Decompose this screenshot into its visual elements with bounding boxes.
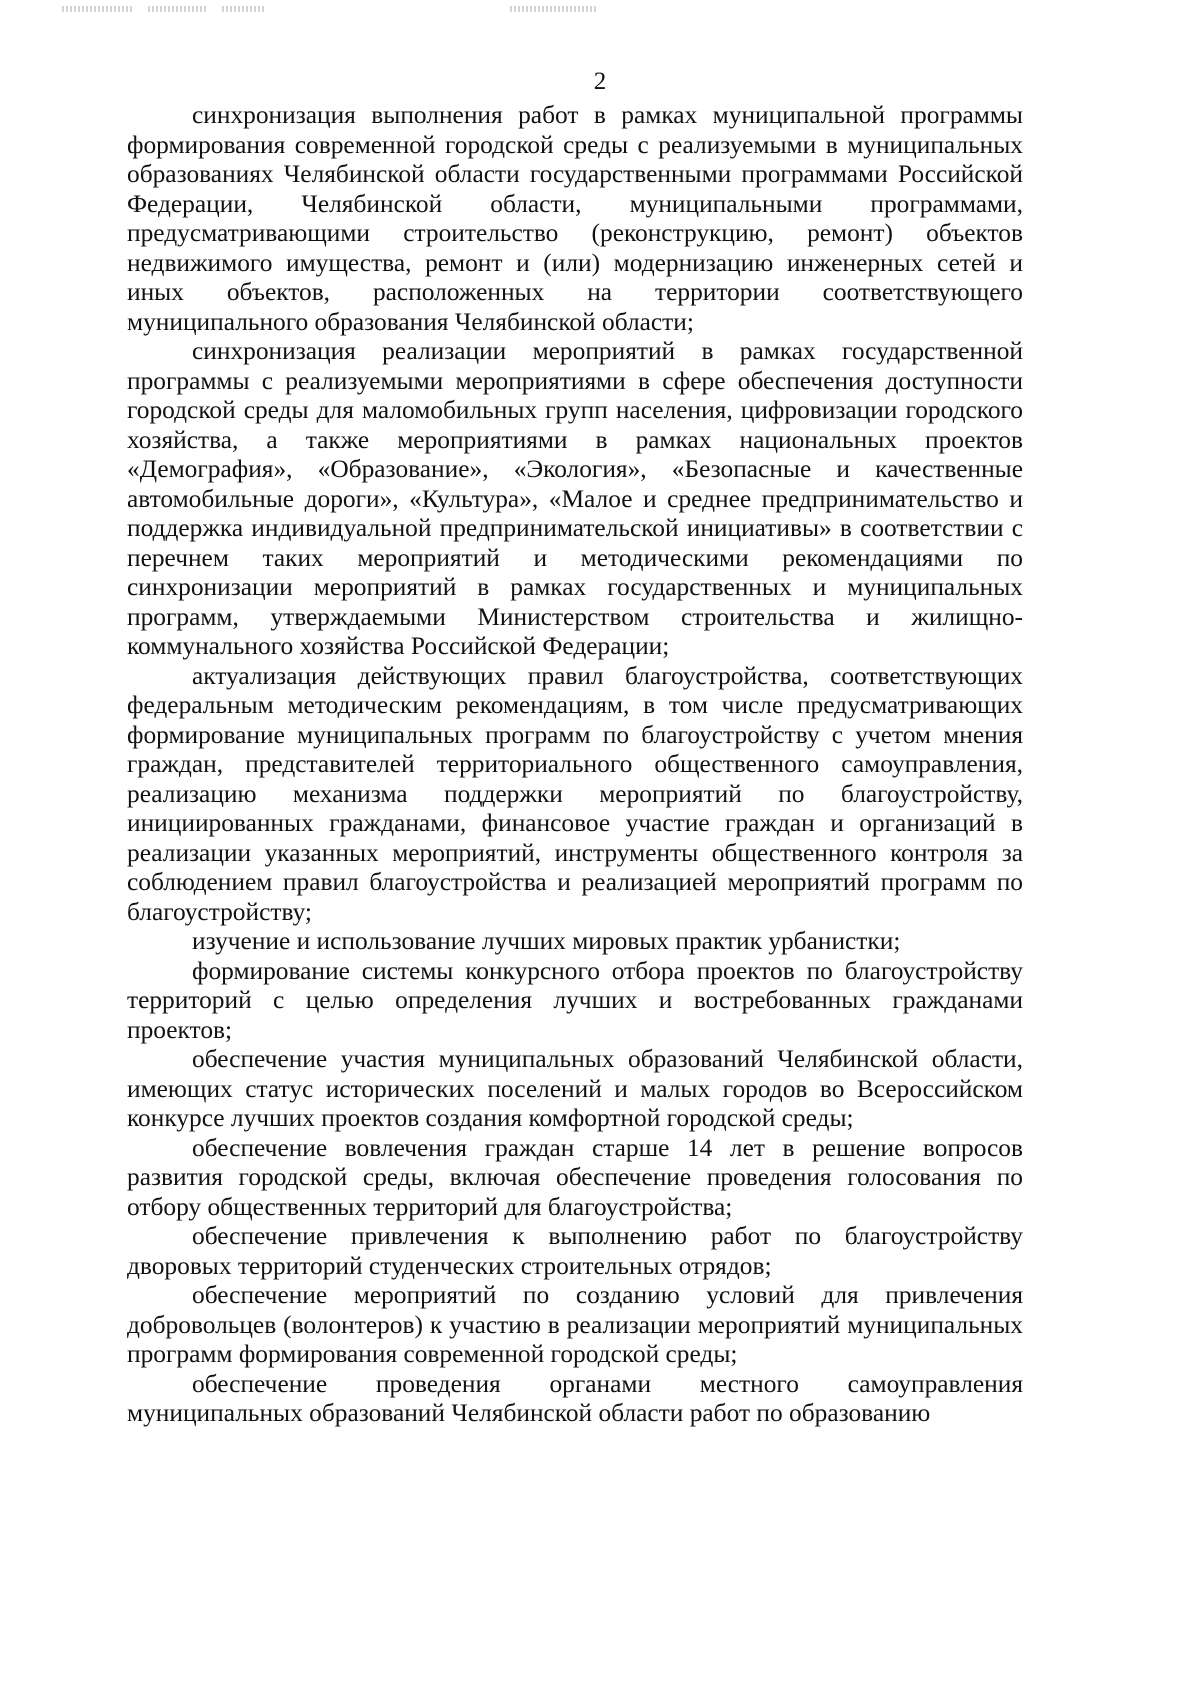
scan-artifact: [62, 6, 132, 12]
paragraph: обеспечение участия муниципальных образований Челябинской области, имеющих статус исторических поселений и малых городов во Всероссийском конкурсе лучших проектов создания комфортной городской среды;: [127, 1045, 1023, 1132]
paragraph: синхронизация выполнения работ в рамках муниципальной программы формирования современной городской среды с реализуемыми в муниципальных образованиях Челябинской области государственными программами Российской Федерации, Челябинской области, муниципальными программами, предусматривающими строительство (реконструкцию, ремонт) объектов недвижимого имущества, ремонт и (или) модернизацию инженерных сетей и иных объектов, расположенных на территории соответствующего муниципального образования Челябинской области;: [127, 101, 1023, 336]
paragraph: синхронизация реализации мероприятий в рамках государственной программы с реализуемыми мероприятиями в сфере обеспечения доступности городской среды для маломобильных групп населения, цифровизации городского хозяйства, а также мероприятиями в рамках национальных проектов «Демография», «Образование», «Экология», «Безопасные и качественные автомобильные дороги», «Культура», «Малое и среднее предпринимательство и поддержка индивидуальной предпринимательской инициативы» в соответствии с перечнем таких мероприятий и методическими рекомендациями по синхронизации мероприятий в рамках государственных и муниципальных программ, утверждаемыми Министерством строительства и жилищно-коммунального хозяйства Российской Федерации;: [127, 337, 1023, 660]
paragraph: изучение и использование лучших мировых практик урбанистки;: [192, 927, 901, 955]
paragraph: обеспечение привлечения к выполнению работ по благоустройству дворовых территорий студенческих строительных отрядов;: [127, 1222, 1023, 1280]
paragraph: формирование системы конкурсного отбора проектов по благоустройству территорий с целью определения лучших и востребованных гражданами проектов;: [127, 956, 1023, 1044]
scan-artifact: [510, 6, 598, 12]
scan-artifact: [222, 6, 266, 12]
scan-artifact: [148, 6, 208, 12]
paragraph: обеспечение проведения органами местного самоуправления муниципальных образований Челябинской области работ по образованию: [127, 1369, 1023, 1427]
page-number: 2: [593, 68, 607, 95]
paragraph: актуализация действующих правил благоустройства, соответствующих федеральным методическим рекомендациям, в том числе предусматривающих формирование муниципальных программ по благоустройству с учетом мнения граждан, представителей территориального общественного самоуправления, реализацию механизма поддержки мероприятий по благоустройству, инициированных гражданами, финансовое участие граждан и организаций в реализации указанных мероприятий, инструменты общественного контроля за соблюдением правил благоустройства и реализацией мероприятий программ по благоустройству;: [127, 661, 1023, 926]
document-body: [127, 101, 1023, 1429]
paragraph: обеспечение вовлечения граждан старше 14 лет в решение вопросов развития городской среды, включая обеспечение проведения голосования по отбору общественных территорий для благоустройства;: [127, 1133, 1023, 1221]
paragraph: обеспечение мероприятий по созданию условий для привлечения добровольцев (волонтеров) к участию в реализации мероприятий муниципальных программ формирования современной городской среды;: [127, 1281, 1023, 1368]
